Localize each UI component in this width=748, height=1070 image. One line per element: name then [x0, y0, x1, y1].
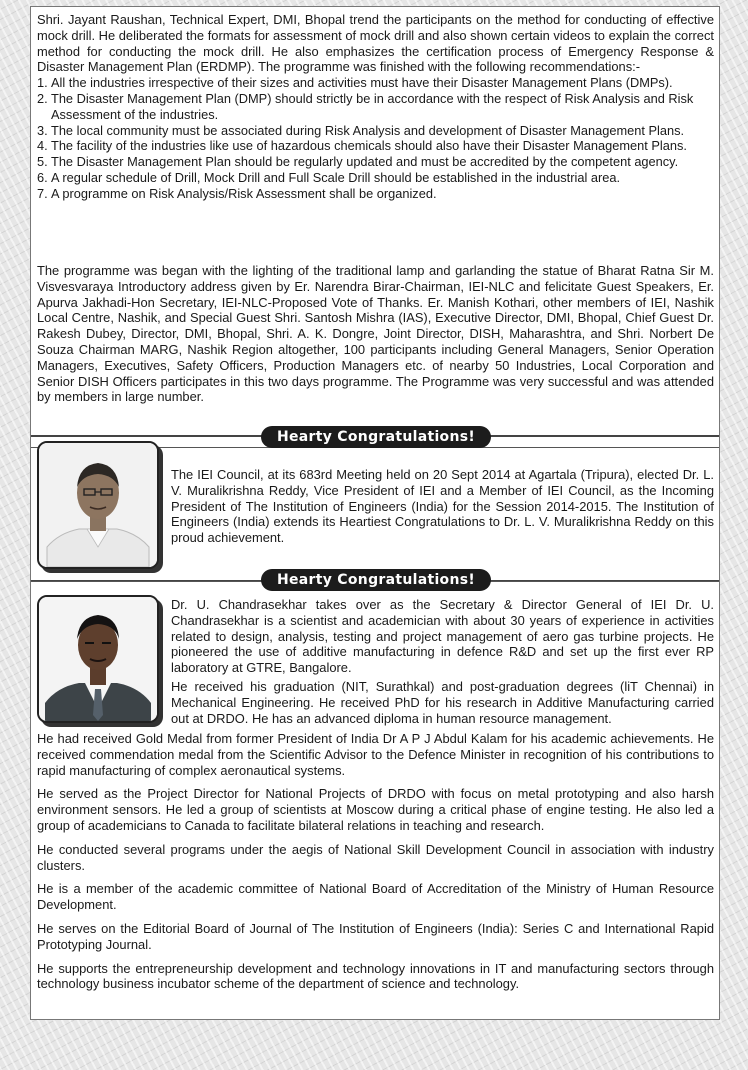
programme-closing — [37, 263, 714, 405]
biography-paragraph: He conducted several programs under the aegis of National Skill Development Council in association with industry clusters. — [37, 841, 714, 873]
recommendation-item: 3. The local community must be associated during Risk Analysis and development of Disaster Management Plans. — [37, 122, 685, 138]
programme-report — [37, 12, 714, 202]
biography-paragraph: He serves on the Editorial Board of Journal of The Institution of Engineers (India): Series C and International Rapid Prototyping Journal. — [37, 920, 714, 952]
recommendation-item: 1. All the industries irrespective of their sizes and activities must have their Disaster Management Plans (DMPs). — [37, 75, 673, 91]
report-lead-paragraph: Shri. Jayant Raushan, Technical Expert, DMI, Bhopal trend the participants on the method for conducting of effective mock drill. He deliberated the formats for assessment of mock drill and also shown certain videos to explain the correct method for conducting the mock drill. He also emphasizes the certification process of Emergency Response & Disaster Management Plan (ERDMP). The programme was finished with the following recommendations:- — [37, 12, 714, 75]
newsletter-page — [30, 6, 720, 1020]
recommendation-item: 2. The Disaster Management Plan (DMP) should strictly be in accordance with the respect of Risk Analysis and Risk Assessment of the industries. — [37, 90, 694, 122]
portrait-illustration — [39, 443, 157, 567]
congratulations-heading-2: Hearty Congratulations! — [261, 569, 491, 591]
biography-paragraph: He had received Gold Medal from former President of India Dr A P J Abdul Kalam for his academic achievements. He received commendation medal from the Scientific Advisor to the Defence Minister in recognition of his contributions to rapid manufacturing of complex aeronautical systems. — [37, 731, 714, 778]
biography-paragraph: He served as the Project Director for National Projects of DRDO with focus on metal prototyping and also harsh environment sensors. He led a group of scientists at Moscow during a critical phase of engine testing. He also led a group of academicians to Canada to facilitate bilateral relations in teaching and research. — [37, 786, 714, 833]
closing-paragraph: The programme was began with the lighting of the traditional lamp and garlanding the statue of Bharat Ratna Sir M. Visvesvaraya Introductory address given by Er. Narendra Birar-Chairman, IEI-NLC and felicitate Guest Speakers, Er. Apurva Jakhadi-Hon Secretary, IEI-NLC-Proposed Vote of Thanks. Er. Manish Kothari, other members of IEI, Nashik Local Centre, Nashik, and Special Guest Shri. Santosh Mishra (IAS), Executive Director, DMI, Bhopal, Chief Guest Dr. Rakesh Dubey, Director, DMI, Bhopal, Shri. A. K. Dongre, Joint Director, DISH, Maharashtra, and Shri. Norbert De Souza Chairman MARG, Nashik Region altogether, 100 participants including General Managers, Senior Operation Managers, Executives, Safety Officers, Production Managers etc. of nearby 50 Industries, Local Corporation and Senior DISH Officers participates in this two days programme. The Programme was very successful and was attended by members in large number. — [37, 263, 714, 405]
biography-paragraph: He supports the entrepreneurship development and technology innovations in IT and manufacturing sectors through technology business incubator scheme of the department of science and technology. — [37, 960, 714, 992]
congratulations-heading-1: Hearty Congratulations! — [261, 426, 491, 448]
biography-paragraph: He is a member of the academic committee of National Board of Accreditation of the Ministry of Human Resource Development. — [37, 881, 714, 913]
congratulations-text-1: The IEI Council, at its 683rd Meeting held on 20 Sept 2014 at Agartala (Tripura), elected Dr. L. V. Muralikrishna Reddy, Vice President of IEI and a Member of IEI Council, as the Incoming President of The Institution of Engineers (India) for the Session 2014-2015. The Institution of Engineers (India) extends its Heartiest Congratulations to Dr. L. V. Muralikrishna Reddy on this proud achievement. — [171, 467, 714, 546]
recommendation-item: 6. A regular schedule of Drill, Mock Drill and Full Scale Drill should be established in the industrial area. — [37, 169, 621, 185]
recommendation-item: 5. The Disaster Management Plan should be regularly updated and must be accredited by the competent agency. — [37, 154, 679, 170]
recommendations-list — [37, 75, 714, 201]
photo-muralikrishna-reddy — [37, 441, 159, 569]
portrait-illustration — [39, 597, 157, 721]
congratulations-text-2a: Dr. U. Chandrasekhar takes over as the Secretary & Director General of IEI Dr. U. Chandrasekhar is a scientist and academician with about 30 years of experience in activities related to design, analysis, testing and project management of aero gas turbine projects. He pioneered the use of additive manufacturing in defence R&D and set up the first ever RP laboratory at GTRE, Bangalore. — [171, 597, 714, 676]
biography-details — [37, 731, 714, 1000]
photo-chandrasekhar — [37, 595, 159, 723]
congratulations-text-2b: He received his graduation (NIT, Surathkal) and post-graduation degrees (liT Chennai) in Mechanical Engineering. He received PhD for his research in Additive Manufacturing carried out at DRDO. He has an advanced diploma in human resource management. — [171, 679, 714, 726]
recommendation-item: 4. The facility of the industries like use of hazardous chemicals should also have their Disaster Management Plans. — [37, 138, 687, 154]
recommendation-item: 7. A programme on Risk Analysis/Risk Assessment shall be organized. — [37, 185, 437, 201]
